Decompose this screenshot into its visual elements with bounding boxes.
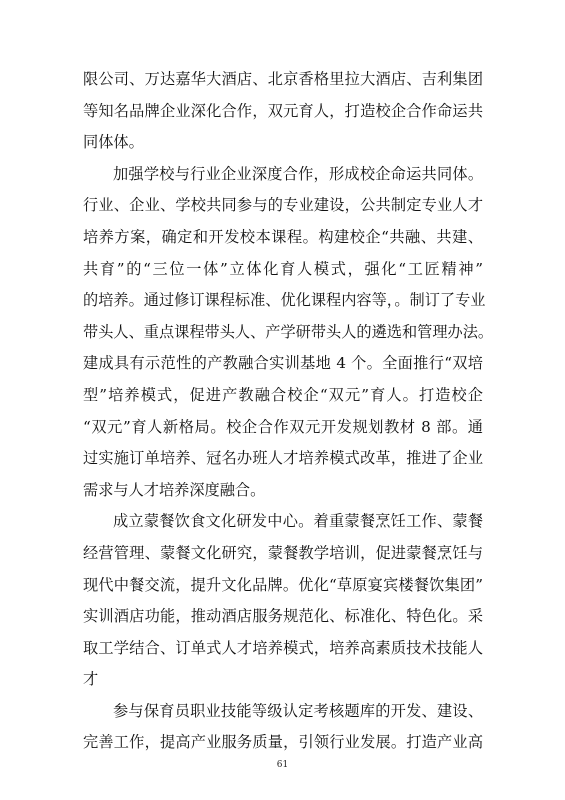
text-line: 加强学校与行业企业深度合作，形成校企命运共同体。 (113, 164, 483, 183)
text-line: 带头人、重点课程带头人、产学研带头人的遴选和管理办法。 (83, 322, 494, 341)
text-line: 才 (83, 670, 99, 689)
text-line: 过实施订单培养、冠名办班人才培养模式改革，推进了企业 (83, 449, 483, 468)
paragraph-4 (83, 696, 483, 759)
text-line: 需求与人才培养深度融合。 (83, 480, 266, 499)
text-line: 等知名品牌企业深化合作，双元育人，打造校企合作命运共 (83, 101, 483, 120)
text-line: 同体体。 (83, 133, 144, 152)
text-line: 共育”的“三位一体”立体化育人模式，强化“工匠精神” (83, 259, 483, 278)
text-line: 型”培养模式，促进产教融合校企“双元”育人。打造校企 (83, 385, 483, 404)
paragraph-1 (83, 64, 483, 159)
text-line: 完善工作，提高产业服务质量，引领行业发展。打造产业高 (83, 733, 483, 752)
paragraph-2 (83, 159, 494, 507)
paragraph-3 (83, 506, 483, 696)
text-line: 成立蒙餐饮食文化研发中心。着重蒙餐烹饪工作、蒙餐 (113, 512, 483, 531)
page-number: 61 (276, 760, 289, 770)
text-line: 经营管理、蒙餐文化研究，蒙餐教学培训，促进蒙餐烹饪与 (83, 543, 483, 562)
text-line: 现代中餐交流，提升文化品牌。优化“草原宴宾楼餐饮集团” (83, 575, 483, 594)
text-line: 取工学结合、订单式人才培养模式，培养高素质技术技能人 (83, 638, 483, 657)
text-line: 的培养。通过修订课程标准、优化课程内容等，。制订了专业 (83, 291, 486, 310)
text-line: 培养方案，确定和开发校本课程。构建校企“共融、共建、 (83, 227, 483, 246)
body-text (83, 64, 494, 759)
text-line: “双元”育人新格局。校企合作双元开发规划教材 8 部。通 (83, 417, 483, 436)
text-line: 建成具有示范性的产教融合实训基地 4 个。全面推行“双培 (83, 354, 483, 373)
text-line: 行业、企业、学校共同参与的专业建设，公共制定专业人才 (83, 196, 483, 215)
text-line: 参与保育员职业技能等级认定考核题库的开发、建设、 (113, 701, 483, 720)
text-line: 实训酒店功能，推动酒店服务规范化、标准化、特色化。采 (83, 607, 483, 626)
text-line: 限公司、万达嘉华大酒店、北京香格里拉大酒店、吉利集团 (83, 70, 483, 88)
